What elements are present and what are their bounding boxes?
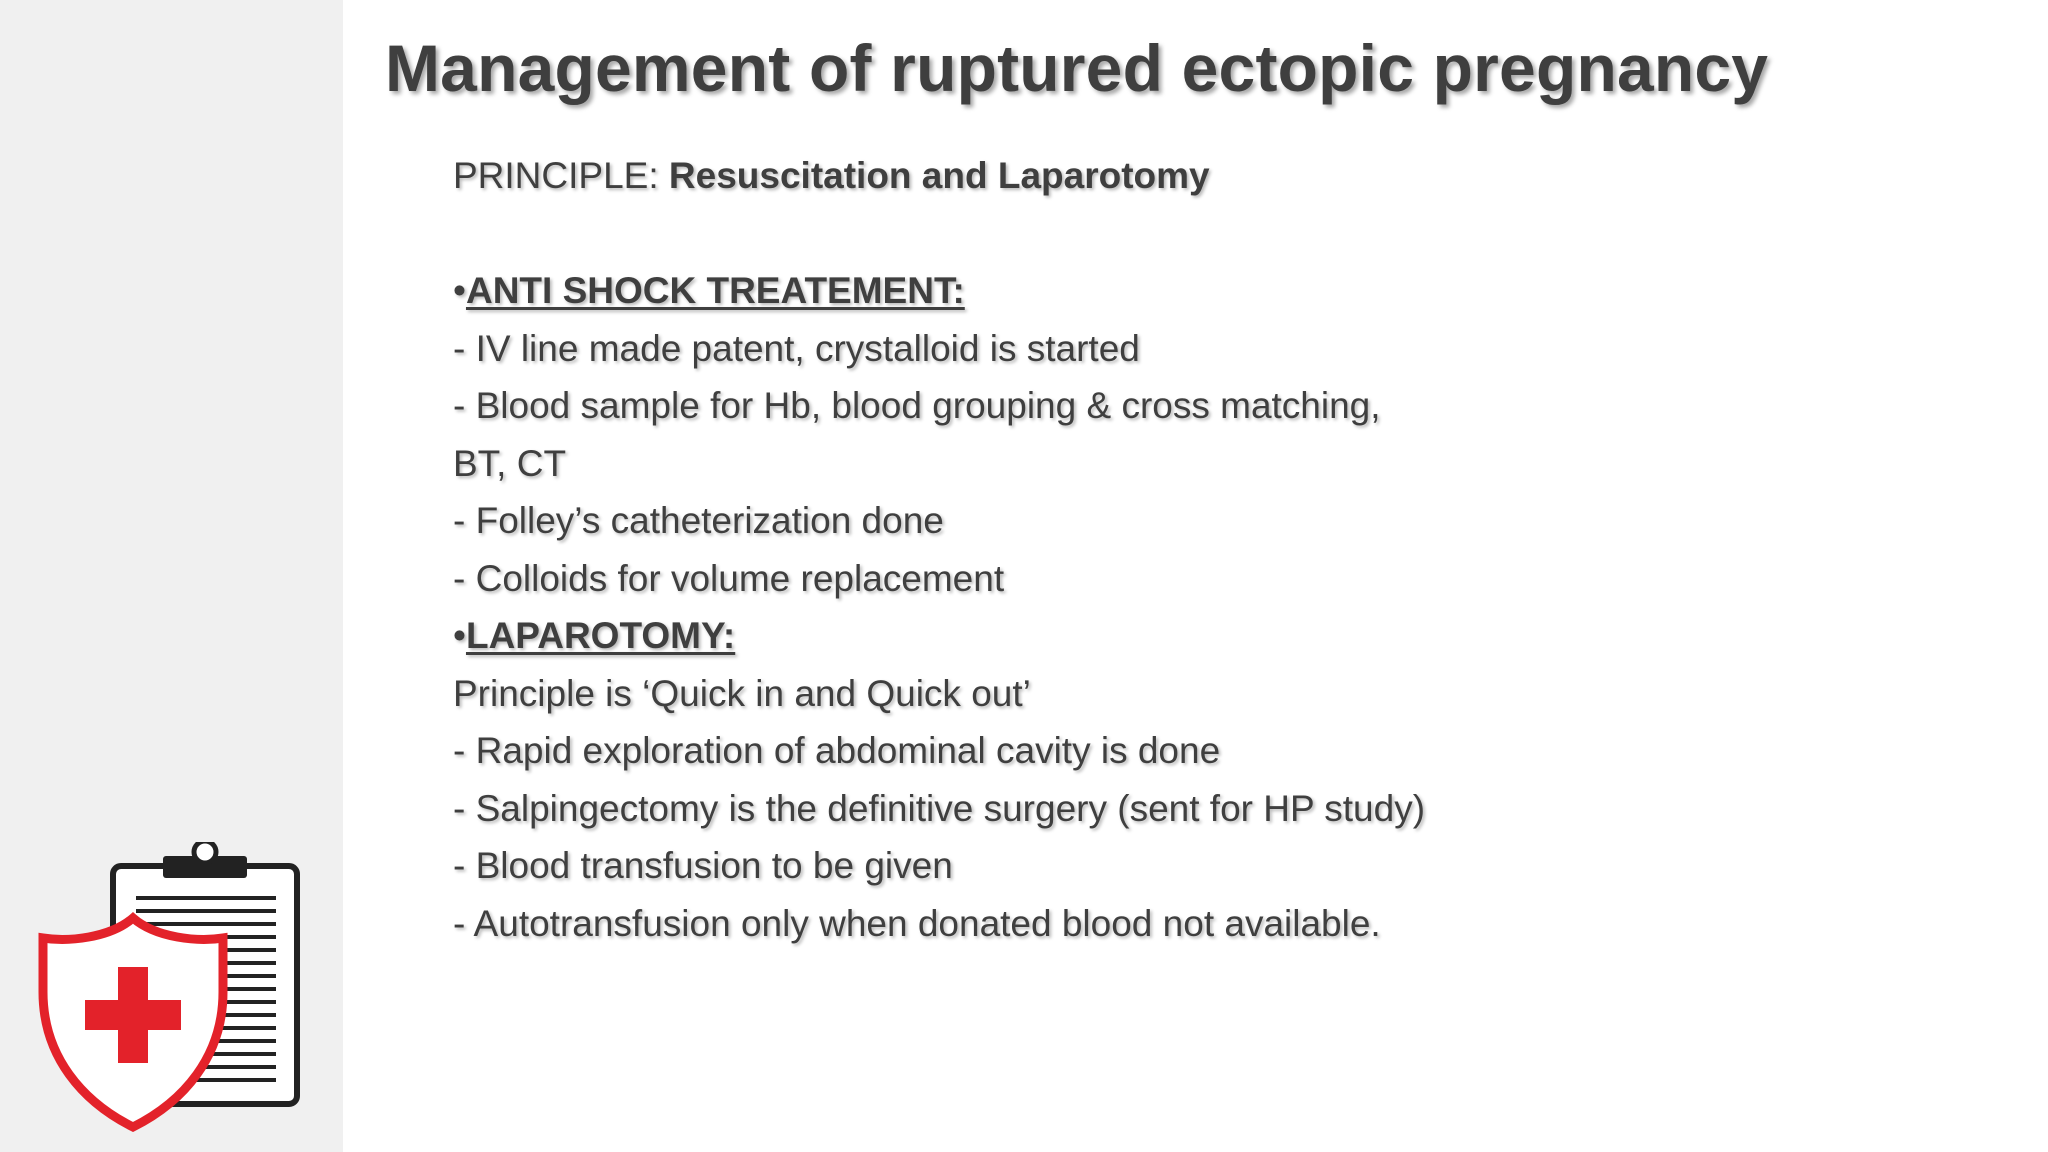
clipboard-clip-ring [194, 842, 216, 863]
anti-shock-item: - IV line made patent, crystalloid is started [453, 327, 1140, 369]
laparotomy-heading-line [453, 607, 1993, 665]
bullet-symbol: • [453, 615, 466, 656]
principle-line [453, 147, 1993, 205]
laparotomy-item: - Rapid exploration of abdominal cavity is done [453, 730, 1221, 771]
slide-body [453, 147, 1993, 952]
anti-shock-item: - Colloids for volume replacement [453, 557, 1005, 599]
slide-title: Management of ruptured ectopic pregnancy [385, 31, 1769, 105]
sidebar-panel [0, 0, 343, 1152]
laparotomy-item: - Blood transfusion to be given [453, 845, 953, 886]
anti-shock-item: - Blood sample for Hb, blood grouping & cross matching, [453, 385, 1381, 426]
laparotomy-heading: LAPAROTOMY: [465, 615, 736, 656]
anti-shock-heading: ANTI SHOCK TREATEMENT: [465, 270, 965, 311]
spacer [453, 205, 1993, 263]
laparotomy-item: - Autotransfusion only when donated blood not available. [453, 902, 1381, 944]
bullet-symbol: • [453, 270, 466, 311]
principle-label: PRINCIPLE: [453, 155, 669, 196]
laparotomy-item: - Salpingectomy is the definitive surgery (sent for HP study) [453, 787, 1426, 829]
anti-shock-item: - Folley’s catheterization done [453, 500, 944, 541]
medical-clipboard-shield-icon [38, 842, 318, 1132]
anti-shock-heading-line [453, 262, 1993, 320]
laparotomy-intro: Principle is ‘Quick in and Quick out’ [453, 672, 1031, 714]
principle-value: Resuscitation and Laparotomy [668, 155, 1210, 196]
anti-shock-item: BT, CT [453, 442, 567, 484]
